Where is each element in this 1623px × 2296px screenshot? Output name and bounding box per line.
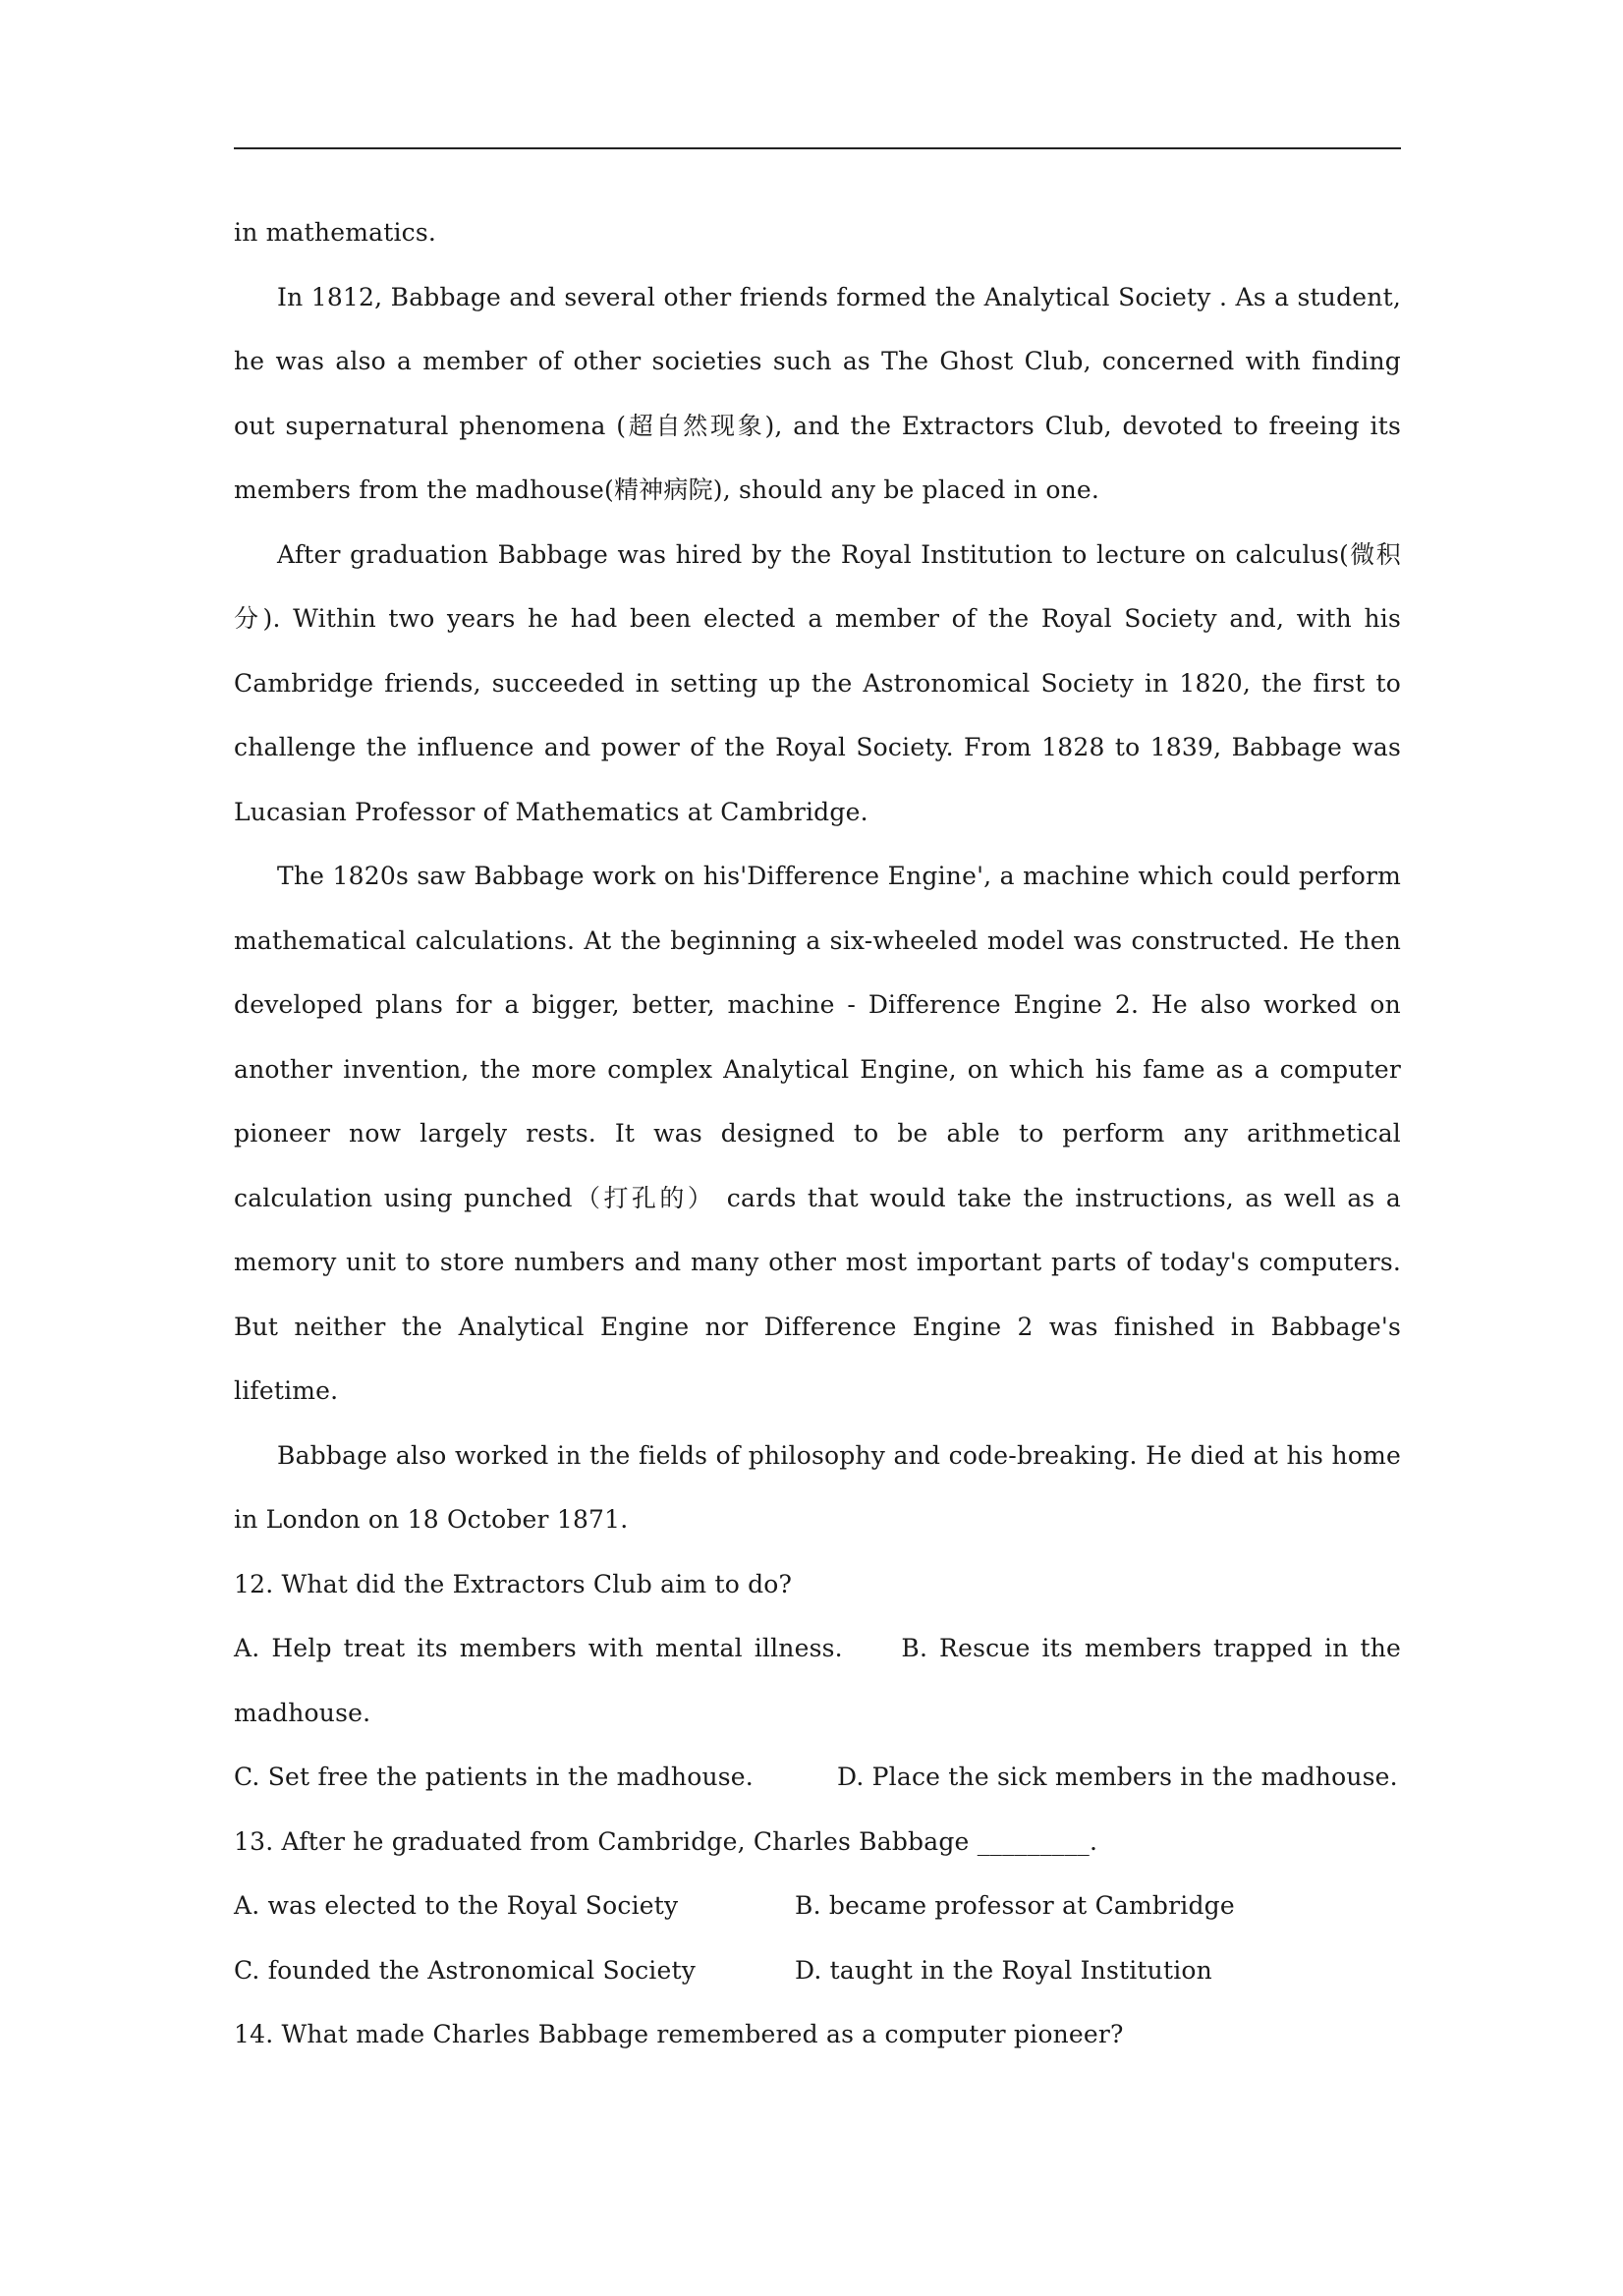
paragraph-continued: in mathematics. bbox=[234, 218, 437, 247]
paragraph-analytical-society: In 1812, Babbage and several other friends formed the Analytical Society . As a student, he was also a member of other societies such as The Ghost Club, concerned with finding out supernatural phenomena (超自然现象), and the Extractors Club, devoted to freeing its members from the madhouse(精神病院), should any be placed in one. bbox=[234, 282, 1401, 504]
document-body bbox=[234, 200, 1401, 2067]
question-12-options-cd bbox=[234, 1745, 1401, 1810]
question-13-option-d: D. taught in the Royal Institution bbox=[795, 1955, 1212, 1985]
question-13-stem: 13. After he graduated from Cambridge, Charles Babbage _________. bbox=[234, 1826, 1098, 1856]
paragraph-later-life: Babbage also worked in the fields of philosophy and code-breaking. He died at his home in London on 18 October 1871. bbox=[234, 1440, 1401, 1534]
question-12-option-b: B. Rescue its members trapped in the madhouse. bbox=[234, 1634, 1402, 1727]
question-12-stem: 12. What did the Extractors Club aim to do? bbox=[234, 1569, 793, 1598]
question-12-option-a: A. Help treat its members with mental illness. bbox=[234, 1634, 843, 1662]
question-13-options-cd bbox=[234, 1938, 1401, 2003]
question-13-option-a: A. was elected to the Royal Society bbox=[234, 1891, 679, 1920]
header-rule bbox=[234, 147, 1401, 149]
question-14-stem: 14. What made Charles Babbage remembered as a computer pioneer? bbox=[234, 2020, 1124, 2048]
question-13-option-c: C. founded the Astronomical Society bbox=[234, 1955, 697, 1985]
question-12-options-ab bbox=[234, 1616, 1401, 1745]
paragraph-royal-institution: After graduation Babbage was hired by the Royal Institution to lecture on calculus(微积分). Within two years he had been elected a member of the Royal Society and, with his Cambridge friends, succeeded in setting up the Astronomical Society in 1820, the first to challenge the influence and power of the Royal Society. From 1828 to 1839, Babbage was Lucasian Professor of Mathematics at Cambridge. bbox=[234, 539, 1401, 826]
question-12-option-c: C. Set free the patients in the madhouse. bbox=[234, 1763, 754, 1791]
paragraph-difference-engine: The 1820s saw Babbage work on his'Difference Engine', a machine which could perform mathematical calculations. At the beginning a six-wheeled model was constructed. He then developed plans for a bigger, better, machine - Difference Engine 2. He also worked on another invention, the more complex Analytical Engine, on which his fame as a computer pioneer now largely rests. It was designed to be able to perform any arithmetical calculation using punched（打孔的） cards that would take the instructions, as well as a memory unit to store numbers and many other most important parts of today's computers. But neither the Analytical Engine nor Difference Engine 2 was finished in Babbage's lifetime. bbox=[234, 862, 1401, 1405]
question-13-options-ab bbox=[234, 1874, 1401, 1938]
question-13-option-b: B. became professor at Cambridge bbox=[795, 1891, 1235, 1920]
question-12-option-d: D. Place the sick members in the madhouse. bbox=[837, 1763, 1398, 1791]
